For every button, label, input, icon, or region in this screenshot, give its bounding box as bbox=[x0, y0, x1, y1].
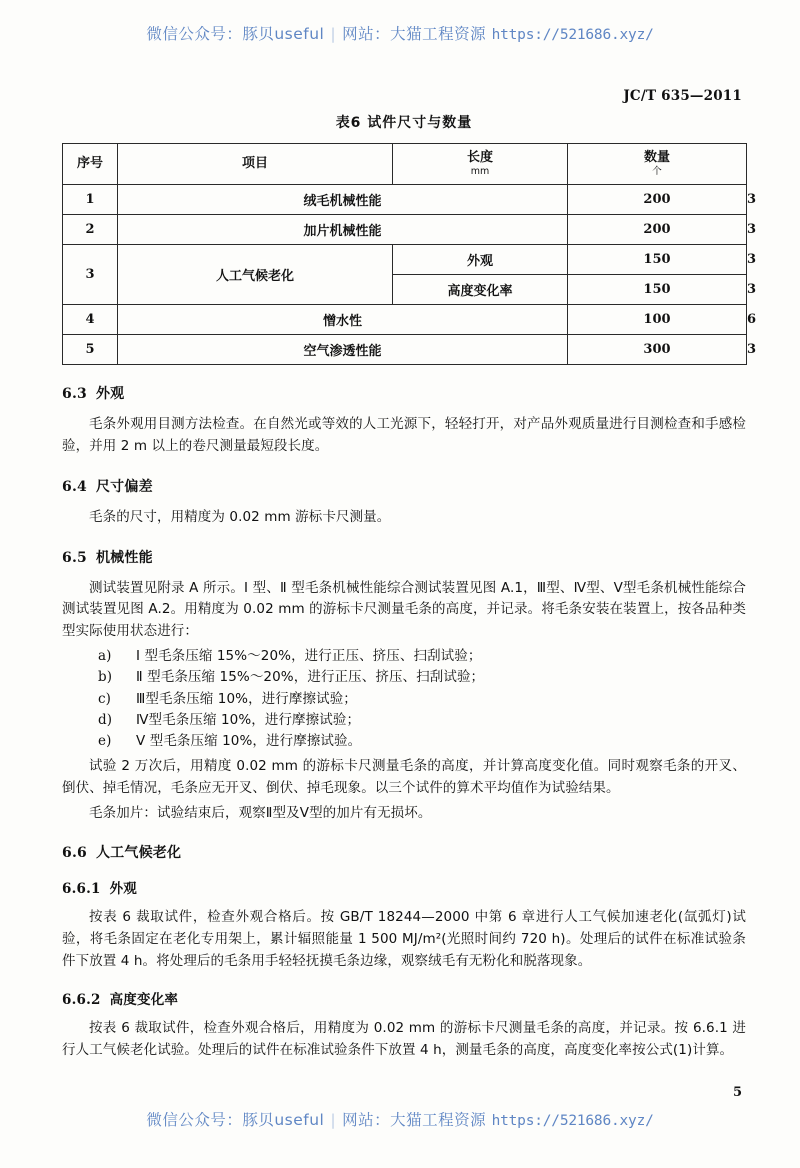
section-6-5-list bbox=[62, 646, 746, 753]
section-6-3-paragraph: 毛条外观用目测方法检查。在自然光或等效的人工光源下，轻轻打开，对产品外观质量进行目测检查和手感检验，并用 2 m 以上的卷尺测量最短段长度。 bbox=[62, 416, 746, 454]
section-title: 尺寸偏差 bbox=[95, 478, 153, 495]
section-6-5-paragraph-1: 测试装置见附录 A 所示。Ⅰ 型、Ⅱ 型毛条机械性能综合测试装置见图 A.1，Ⅲ型、Ⅳ型、Ⅴ型毛条机械性能综合测试装置见图 A.2。用精度为 0.02 mm 的游标卡尺测量毛条的高度，并记录。将毛条安装在装置上，按各品种类型实际使用状态进行： bbox=[62, 579, 746, 640]
page-content bbox=[62, 112, 757, 1065]
section-number: 6.4 bbox=[62, 478, 87, 495]
watermark-bottom bbox=[0, 1108, 800, 1130]
column-header-length bbox=[393, 144, 568, 185]
list-item bbox=[62, 710, 746, 731]
column-header-quantity-unit: 个 bbox=[652, 165, 662, 177]
cell-item: 人工气候老化 bbox=[118, 245, 393, 305]
watermark-site-name: 大猫工程资源 bbox=[390, 25, 487, 43]
section-heading-6-4 bbox=[62, 476, 746, 496]
column-header-length-unit: mm bbox=[470, 165, 490, 177]
cell-subitem: 外观 bbox=[393, 245, 568, 275]
watermark-site-name: 大猫工程资源 bbox=[390, 1111, 487, 1129]
watermark-site-label: 网站： bbox=[342, 25, 391, 43]
watermark-url[interactable]: https://521686.xyz/ bbox=[491, 27, 654, 43]
watermark-top bbox=[0, 22, 800, 44]
watermark-separator: | bbox=[330, 1111, 337, 1129]
column-header-length-label: 长度 bbox=[466, 149, 493, 165]
section-title: 外观 bbox=[109, 881, 137, 898]
table-row: 4 憎水性 100 6 bbox=[63, 305, 747, 335]
list-item-text: Ⅳ型毛条压缩 10%，进行摩擦试验； bbox=[136, 712, 361, 729]
page-number: 5 bbox=[732, 1085, 742, 1100]
table-row: 3 人工气候老化 外观 150 3 bbox=[63, 245, 747, 275]
section-number: 6.6.2 bbox=[62, 991, 101, 1008]
section-6-5-paragraph-3: 毛条加片：试验结束后，观察Ⅱ型及Ⅴ型的加片有无损坏。 bbox=[89, 804, 432, 821]
list-item-marker: c) bbox=[98, 690, 112, 707]
list-item-marker: e) bbox=[98, 733, 112, 750]
section-heading-6-6-2 bbox=[62, 988, 746, 1008]
column-header-quantity bbox=[568, 144, 747, 185]
watermark-wechat-label: 微信公众号： bbox=[146, 25, 243, 43]
list-item-text: Ⅲ型毛条压缩 10%，进行摩擦试验； bbox=[136, 690, 357, 707]
cell-length: 150 bbox=[568, 275, 747, 305]
watermark-site-label: 网站： bbox=[342, 1111, 391, 1129]
table-row: 高度变化率 150 3 bbox=[63, 275, 747, 305]
watermark-wechat-name: 豚贝useful bbox=[242, 25, 325, 43]
cell-length: 200 bbox=[568, 185, 747, 215]
section-6-5-paragraph-2: 试验 2 万次后，用精度 0.02 mm 的游标卡尺测量毛条的高度，并计算高度变化值。同时观察毛条的开叉、倒伏、掉毛情况，毛条应无开叉、倒伏、掉毛现象。以三个试件的算术平均值作为试验结果。 bbox=[62, 757, 746, 796]
section-title: 外观 bbox=[95, 386, 125, 402]
section-heading-6-6-1 bbox=[62, 877, 746, 897]
list-item bbox=[62, 667, 746, 688]
list-item-text: Ⅱ 型毛条压缩 15%～20%，进行正压、挤压、扫刮试验； bbox=[136, 669, 485, 686]
list-item-marker: b) bbox=[98, 669, 113, 686]
list-item bbox=[62, 646, 746, 667]
section-heading-6-5 bbox=[62, 547, 746, 567]
cell-length: 150 bbox=[568, 245, 747, 275]
watermark-url[interactable]: https://521686.xyz/ bbox=[491, 1113, 654, 1129]
section-6-4-paragraph: 毛条的尺寸，用精度为 0.02 mm 游标卡尺测量。 bbox=[89, 508, 391, 525]
specimen-size-table bbox=[62, 143, 757, 365]
standard-identifier: JC/T 635—2011 bbox=[623, 88, 742, 104]
cell-item: 绒毛机械性能 bbox=[118, 185, 568, 215]
list-item bbox=[62, 689, 746, 710]
cell-length: 100 bbox=[568, 305, 747, 335]
list-item-marker: a) bbox=[98, 648, 112, 665]
list-item bbox=[62, 731, 746, 752]
list-item-text: Ⅴ 型毛条压缩 10%，进行摩擦试验。 bbox=[136, 733, 362, 750]
cell-no: 5 bbox=[63, 335, 118, 365]
table-row: 5 空气渗透性能 300 3 bbox=[63, 335, 747, 365]
list-item-text: Ⅰ 型毛条压缩 15%～20%，进行正压、挤压、扫刮试验； bbox=[136, 648, 482, 665]
watermark-wechat-label: 微信公众号： bbox=[146, 1111, 243, 1129]
column-header-item bbox=[118, 144, 393, 185]
table-row: 2 加片机械性能 200 3 bbox=[63, 215, 747, 245]
cell-subitem: 高度变化率 bbox=[393, 275, 568, 305]
table-header-row bbox=[63, 144, 747, 185]
section-number: 6.6.1 bbox=[62, 881, 101, 898]
watermark-wechat-name: 豚贝useful bbox=[242, 1111, 325, 1129]
cell-no: 1 bbox=[63, 185, 118, 215]
column-header-item-label: 项目 bbox=[241, 155, 268, 171]
section-heading-6-6 bbox=[62, 842, 746, 862]
cell-no: 4 bbox=[63, 305, 118, 335]
column-header-quantity-label: 数量 bbox=[643, 149, 670, 165]
cell-item: 加片机械性能 bbox=[118, 215, 568, 245]
cell-no: 3 bbox=[63, 245, 118, 305]
section-title: 机械性能 bbox=[95, 549, 153, 566]
section-title: 高度变化率 bbox=[109, 991, 179, 1008]
watermark-separator: | bbox=[330, 25, 337, 43]
column-header-no-label: 序号 bbox=[76, 155, 103, 171]
section-6-6-2-paragraph: 按表 6 裁取试件，检查外观合格后，用精度为 0.02 mm 的游标卡尺测量毛条的高度，并记录。按 6.6.1 进行人工气候老化试验。处理后的试件在标准试验条件下放置 4 h，测量毛条的高度，高度变化率按公式(1)计算。 bbox=[62, 1019, 746, 1058]
cell-length: 200 bbox=[568, 215, 747, 245]
section-number: 6.6 bbox=[62, 845, 87, 862]
section-title: 人工气候老化 bbox=[95, 845, 182, 862]
cell-item: 空气渗透性能 bbox=[118, 335, 568, 365]
table-row: 1 绒毛机械性能 200 3 bbox=[63, 185, 747, 215]
table-caption: 表6 试件尺寸与数量 bbox=[335, 115, 473, 131]
list-item-marker: d) bbox=[98, 712, 113, 729]
section-number: 6.3 bbox=[62, 386, 87, 402]
section-number: 6.5 bbox=[62, 549, 87, 566]
section-heading-6-3 bbox=[62, 383, 746, 403]
cell-length: 300 bbox=[568, 335, 747, 365]
cell-item: 憎水性 bbox=[118, 305, 568, 335]
section-6-6-1-paragraph: 按表 6 裁取试件，检查外观合格后。按 GB/T 18244—2000 中第 6 章进行人工气候加速老化(氙弧灯)试验，将毛条固定在老化专用架上，累计辐照能量 1 500 MJ/m²(光照时间约 720 h)。处理后的试件在标准试验条件下放置 4 h。将处理后的毛条用手轻轻抚摸毛条边缘，观察绒毛有无粉化和脱落现象。 bbox=[62, 909, 746, 970]
cell-no: 2 bbox=[63, 215, 118, 245]
column-header-no bbox=[63, 144, 118, 185]
